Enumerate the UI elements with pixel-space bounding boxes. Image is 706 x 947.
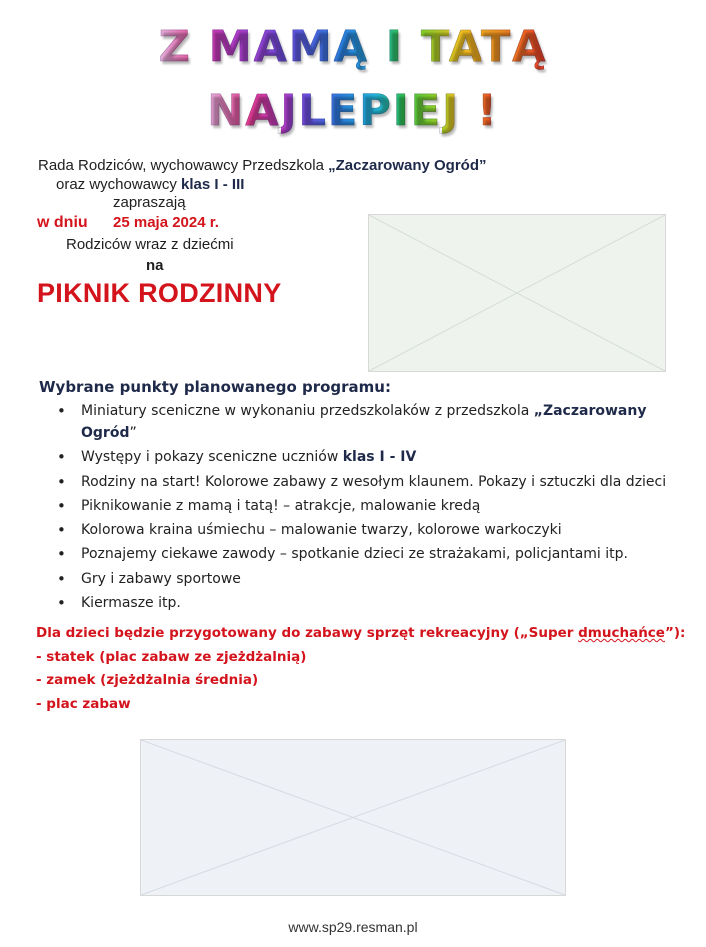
intro-line-1: Rada Rodziców, wychowawcy Przedszkola „Zaczarowany Ogród” (38, 157, 487, 174)
list-item: • Kiermasze itp. (81, 592, 679, 614)
intro-line-6: na (146, 257, 164, 274)
event-name: PIKNIK RODZINNY (37, 278, 282, 308)
title-letter: L (298, 86, 328, 136)
equipment-section (36, 622, 685, 716)
title-letter (192, 22, 209, 72)
bouncy-castle-photo-placeholder (140, 739, 566, 896)
equipment-item: - plac zabaw (36, 695, 131, 712)
title-letter: J (280, 86, 299, 136)
title-letter: T (480, 22, 513, 72)
title-letter: T (420, 22, 449, 72)
title-line-2 (0, 86, 706, 136)
title-letter: I (385, 22, 404, 72)
family-illustration-placeholder (368, 214, 666, 372)
title-letter (369, 22, 386, 72)
list-item: • Kolorowa kraina uśmiechu – malowanie twarzy, kolorowe warkoczyki (81, 519, 679, 541)
title-letter: J (442, 86, 461, 136)
intro-line-5: Rodziców wraz z dziećmi (66, 236, 234, 253)
title-letter: E (327, 86, 360, 136)
image-icon (141, 740, 565, 895)
title-letter: I (392, 86, 411, 136)
title-letter: A (253, 22, 289, 72)
title-letter: Ą (512, 22, 548, 72)
title-letter (460, 86, 477, 136)
title-letter: E (410, 86, 443, 136)
title-letter: Ą (333, 22, 369, 72)
title-letter: Z (158, 22, 192, 72)
program-heading: Wybrane punkty planowanego programu: (39, 378, 391, 396)
date-label: w dniu (37, 214, 88, 231)
list-item: • Piknikowanie z mamą i tatą! – atrakcje, malowanie kredą (81, 495, 679, 517)
title-letter: A (245, 86, 281, 136)
list-item: • Gry i zabawy sportowe (81, 568, 679, 590)
program-list (39, 400, 679, 614)
title-letter: P (359, 86, 393, 136)
list-item: • Miniatury sceniczne w wykonaniu przedszkolaków z przedszkola „Zaczarowany Ogród” (81, 400, 679, 444)
equipment-intro: Dla dzieci będzie przygotowany do zabawy sprzęt rekreacyjny („Super dmuchańce”): (36, 625, 686, 641)
list-item: • Poznajemy ciekawe zawody – spotkanie dzieci ze strażakami, policjantami itp. (81, 543, 679, 565)
title-letter: A (448, 22, 481, 72)
equipment-item: - statek (plac zabaw ze zjeżdżalnią) (36, 648, 307, 665)
event-date: 25 maja 2024 r. (113, 214, 219, 231)
title-letter (404, 22, 421, 72)
intro-line-3: zapraszają (113, 194, 186, 211)
footer-url[interactable]: www.sp29.resman.pl (288, 919, 418, 935)
title-letter: M (288, 22, 334, 72)
image-icon (369, 215, 665, 371)
title-letter: M (208, 22, 254, 72)
program-section (39, 378, 679, 616)
list-item: • Rodziny na start! Kolorowe zabawy z wesołym klaunem. Pokazy i sztuczki dla dzieci (81, 471, 679, 493)
title-line-1 (0, 22, 706, 72)
title-letter: ! (477, 86, 499, 136)
equipment-item: - zamek (zjeżdżalnia średnia) (36, 672, 259, 688)
title-letter: N (207, 86, 246, 136)
intro-line-2: oraz wychowawcy klas I - III (56, 176, 245, 193)
list-item: • Występy i pokazy sceniczne uczniów klas I - IV (81, 446, 679, 468)
